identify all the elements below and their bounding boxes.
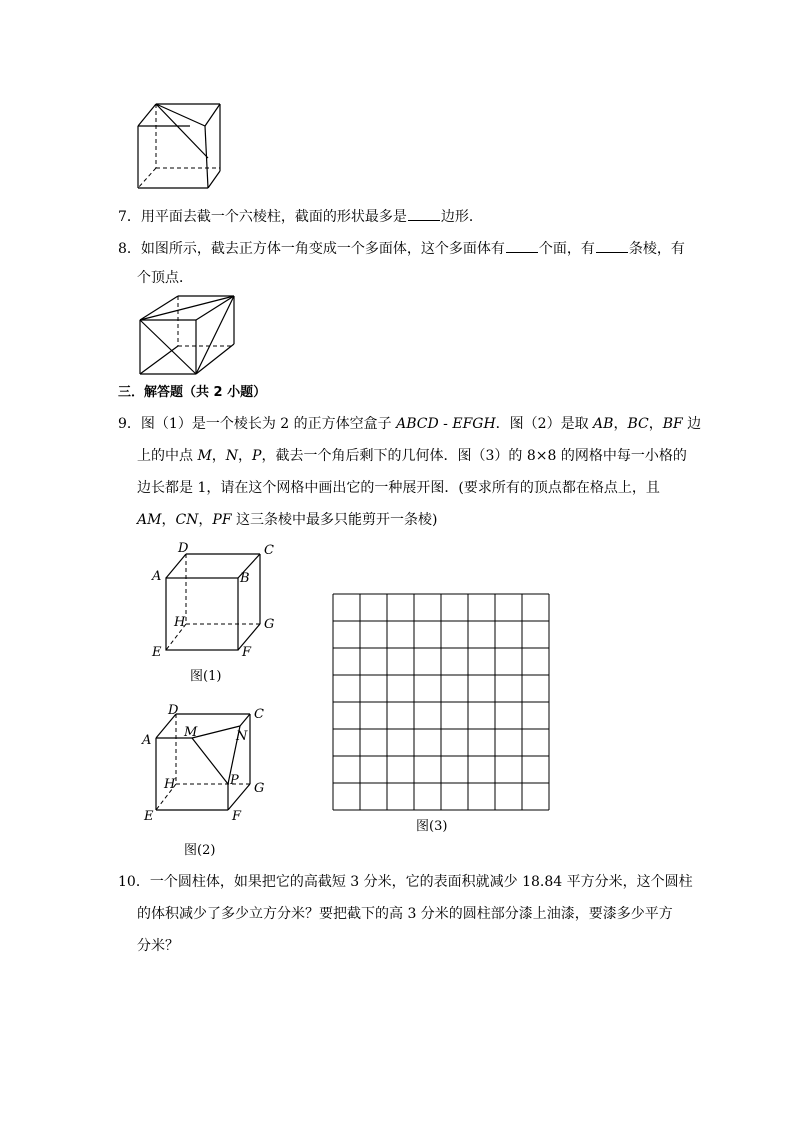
q8-edges-blank[interactable] [596, 238, 628, 253]
edge [156, 104, 208, 158]
question-9-line1 [118, 414, 701, 434]
q9-var: P [252, 448, 262, 464]
q8-text-3: 条棱，有 [628, 241, 685, 257]
q9-var: ABCD [396, 416, 439, 432]
section-3-title: 三．解答题（共 2 小题） [118, 385, 267, 400]
q7-text-after: 边形． [440, 209, 483, 225]
label-N: N [236, 729, 248, 744]
question-10-line2 [137, 904, 673, 924]
q9-text: ， [613, 416, 628, 432]
q9-var: PF [212, 512, 232, 528]
figure-1-cube [148, 540, 288, 690]
q9-var: M [197, 448, 212, 464]
edge [205, 104, 220, 126]
question-9-line3 [137, 478, 660, 498]
q8-text-2: 个面，有 [538, 241, 595, 257]
label-E: E [144, 809, 154, 824]
q7-number: 7． [118, 209, 141, 225]
figure-2-cube [138, 700, 278, 860]
edge-MP [192, 738, 228, 784]
q9-text: - [438, 416, 453, 432]
edge-NC [240, 714, 250, 726]
q8-number: 8． [118, 241, 141, 257]
q9-var: BF [662, 416, 683, 432]
q9-text: ， [161, 512, 176, 528]
q10-text: 分米？ [137, 938, 179, 954]
q9-number: 9． [118, 416, 141, 432]
question-7 [118, 206, 483, 227]
q9-text: 图（1）是一个棱长为 2 的正方体空盒子 [140, 416, 397, 432]
label-M: M [184, 725, 198, 740]
label-G: G [254, 781, 265, 796]
q10-text: 的体积减少了多少立方分米？要把截下的高 3 分米的圆柱部分漆上油漆，要漆多少平方 [137, 906, 673, 922]
label-F: F [232, 809, 242, 824]
label-C: C [254, 707, 264, 722]
question-10-line1 [118, 872, 693, 892]
edge [156, 104, 205, 126]
edge [140, 320, 196, 374]
q9-text: 边长都是 1，请在这个网格中画出它的一种展开图．(要求所有的顶点都在格点上，且 [137, 480, 660, 496]
label-B: B [240, 571, 250, 586]
label-D: D [168, 703, 179, 718]
q8-cube-figure [134, 290, 244, 380]
q9-text: 上的中点 [137, 448, 198, 464]
front-face [166, 578, 238, 650]
edge [196, 344, 234, 374]
q9-text: ， [238, 448, 253, 464]
edge [140, 296, 234, 320]
question-8 [118, 238, 685, 259]
label-P: P [230, 773, 239, 788]
label-C: C [264, 543, 274, 558]
edge [140, 346, 178, 374]
question-8-line2 [137, 268, 193, 288]
q9-text: ， [198, 512, 213, 528]
question-9-line2 [137, 446, 687, 466]
q9-text: ，截去一个角后剩下的几何体．图（3）的 8×8 的网格中每一小格的 [261, 448, 687, 464]
q7-answer-blank[interactable] [408, 206, 440, 221]
q8-text-1: 如图所示，截去正方体一角变成一个多面体，这个多面体有 [140, 241, 505, 257]
edge-MN [192, 726, 240, 738]
label-F: F [242, 645, 252, 660]
label-A: A [152, 569, 162, 584]
q7-text: 用平面去截一个六棱柱，截面的形状最多是 [140, 209, 407, 225]
label-H: H [164, 777, 176, 792]
label-D: D [178, 541, 189, 556]
q8-faces-blank[interactable] [506, 238, 538, 253]
q9-var: N [225, 448, 239, 464]
question-10-line3 [137, 936, 179, 956]
q10-text: 一个圆柱体，如果把它的高截短 3 分米，它的表面积就减少 18.84 平方分米，这个圆柱 [149, 874, 693, 890]
q9-var: BC [627, 416, 649, 432]
figure-2-caption: 图(2) [184, 843, 216, 858]
top-cube-figure [130, 98, 230, 198]
question-9-line4 [137, 510, 437, 530]
q9-text: ， [211, 448, 226, 464]
edge [140, 296, 178, 320]
q10-number: 10． [118, 874, 150, 890]
q9-text: 这三条棱中最多只能剪开一条棱) [231, 512, 438, 528]
q9-text: 边 [682, 416, 702, 432]
label-A: A [142, 733, 152, 748]
figure-1-caption: 图(1) [190, 669, 222, 684]
edge-AD [166, 554, 186, 578]
edge [138, 104, 156, 126]
label-H: H [174, 615, 186, 630]
q9-var: EFGH [452, 416, 496, 432]
label-G: G [264, 617, 275, 632]
label-E: E [152, 645, 162, 660]
q9-var: AB [593, 416, 614, 432]
hidden-edge [138, 168, 156, 188]
q9-text: ．图（2）是取 [495, 416, 594, 432]
q9-var: AM [137, 512, 162, 528]
figure-3-grid[interactable] [330, 592, 560, 852]
q9-var: CN [175, 512, 199, 528]
figure-3-caption: 图(3) [416, 819, 448, 834]
edge [208, 171, 220, 188]
q8-text-4: 个顶点． [137, 270, 193, 286]
q9-text: ， [648, 416, 663, 432]
